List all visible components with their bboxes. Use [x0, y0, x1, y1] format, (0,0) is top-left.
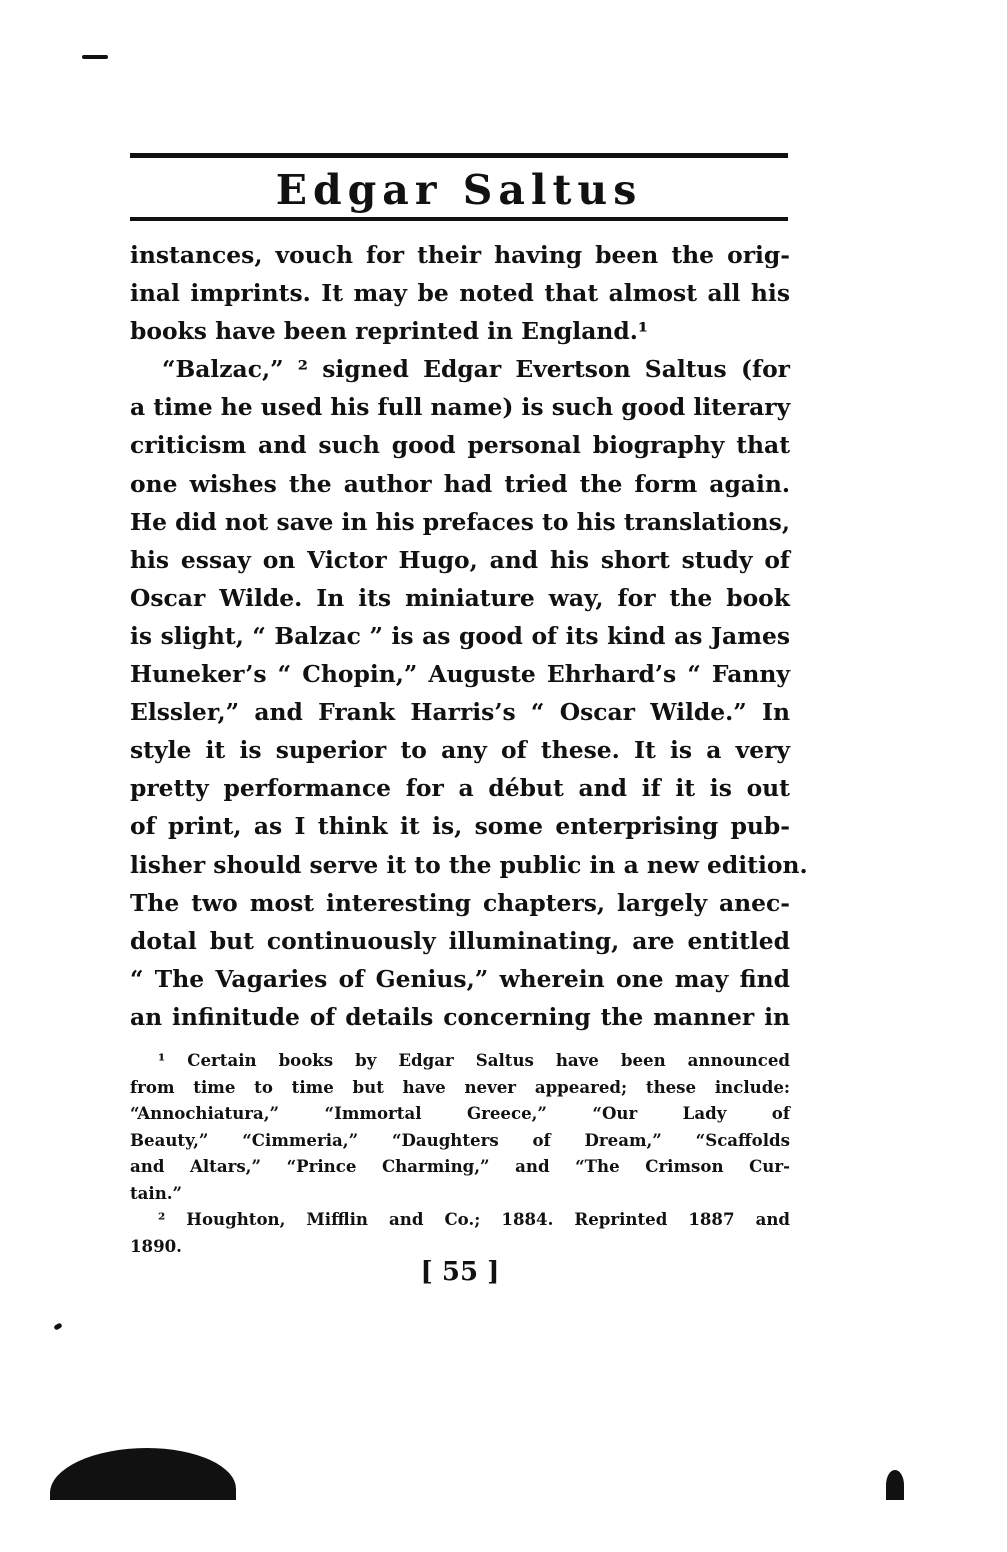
footnote-line: Beauty,” “Cimmeria,” “Daughters of Dream,” “Scaffolds: [130, 1129, 790, 1150]
footnote-line: ² Houghton, Mifflin and Co.; 1884. Reprinted 1887 and: [158, 1209, 790, 1229]
footnotes: [130, 1047, 790, 1259]
footnote-line: and Altars,” “Prince Charming,” and “The Crimson Cur-: [130, 1156, 790, 1176]
text-line: Oscar Wilde. In its miniature way, for the book: [130, 583, 790, 612]
scan-mark-top-left: [82, 55, 108, 59]
scan-mark-left-dot: [53, 1322, 62, 1330]
text-line: pretty performance for a début and if it is out: [130, 774, 790, 803]
text-line: is slight, “ Balzac ” is as good of its kind as James: [130, 621, 790, 650]
text-line: lisher should serve it to the public in a new edition.: [130, 850, 808, 879]
body-text: [130, 236, 808, 1036]
text-line: of print, as I think it is, some enterprising pub-: [130, 812, 790, 841]
footnote-line: “Annochiatura,” “Immortal Greece,” “Our Lady of: [130, 1103, 790, 1123]
text-line: instances, vouch for their having been the orig-: [130, 241, 790, 269]
footnote-line: 1890.: [130, 1235, 182, 1256]
text-line: The two most interesting chapters, largely anec-: [130, 888, 790, 917]
header-rule-top: [130, 153, 788, 158]
text-line: books have been reprinted in England.¹: [130, 317, 649, 346]
footnote-line: from time to time but have never appeared; these include:: [130, 1076, 790, 1097]
text-line: “Balzac,” ² signed Edgar Evertson Saltus (for: [162, 355, 790, 384]
running-head: Edgar Saltus: [275, 166, 643, 214]
text-line: “ The Vagaries of Genius,” wherein one may find: [130, 964, 790, 993]
scan-blot-bottom-right: [886, 1470, 904, 1500]
text-line: his essay on Victor Hugo, and his short study of: [130, 545, 790, 574]
text-line: a time he used his full name) is such good literary: [130, 393, 791, 422]
text-line: criticism and such good personal biography that: [130, 431, 790, 460]
text-line: Elssler,” and Frank Harris’s “ Oscar Wilde.” In: [130, 698, 790, 727]
text-line: an infinitude of details concerning the manner in: [130, 1002, 790, 1031]
text-line: He did not save in his prefaces to his translations,: [130, 507, 790, 536]
footnote-line: tain.”: [130, 1182, 183, 1203]
text-line: style it is superior to any of these. It is a very: [130, 736, 790, 765]
footnote-line: ¹ Certain books by Edgar Saltus have been announced: [158, 1050, 790, 1070]
text-line: Huneker’s “ Chopin,” Auguste Ehrhard’s “ Fanny: [130, 660, 790, 689]
scan-blot-bottom-left: [50, 1448, 236, 1500]
text-line: one wishes the author had tried the form again.: [130, 469, 790, 498]
page-number: [ 55 ]: [420, 1257, 500, 1287]
header-rule-bottom: [130, 217, 788, 221]
text-line: inal imprints. It may be noted that almost all his: [130, 279, 790, 308]
text-line: dotal but continuously illuminating, are entitled: [130, 926, 790, 955]
